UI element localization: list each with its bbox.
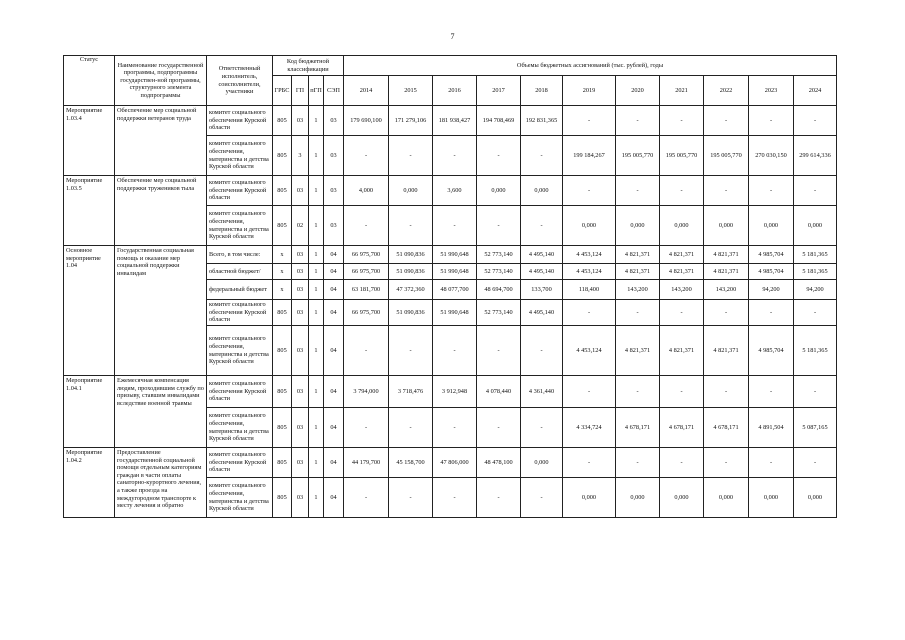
value-cell: 51 090,836 [389, 246, 433, 264]
value-cell: 195 005,770 [704, 136, 749, 176]
value-cell: 4 361,440 [521, 376, 563, 408]
value-cell: 4 821,371 [704, 264, 749, 280]
header-year-cell: 2024 [794, 76, 837, 106]
value-cell: 48 694,700 [477, 280, 521, 300]
header-year-cell: 2022 [704, 76, 749, 106]
value-cell: 47 372,360 [389, 280, 433, 300]
code-cell: 1 [309, 478, 324, 518]
value-cell: 4 821,371 [616, 264, 660, 280]
executor-cell: комитет социального обеспечения, материнства и детства Курской области [207, 136, 273, 176]
code-cell: 1 [309, 448, 324, 478]
executor-cell: комитет социального обеспечения Курской области [207, 448, 273, 478]
status-cell: Мероприятие 1.04.2 [64, 448, 115, 518]
value-cell: 51 090,836 [389, 264, 433, 280]
code-cell: 03 [292, 376, 309, 408]
value-cell: - [616, 376, 660, 408]
value-cell: - [563, 106, 616, 136]
code-cell: 805 [273, 376, 292, 408]
value-cell: 52 773,140 [477, 300, 521, 326]
code-cell: 04 [324, 264, 344, 280]
header-status: Статус [64, 56, 115, 106]
name-cell: Предоставление государственной социальной помощи отдельным категориям граждан в части оплаты санаторно-курортного лечения, а также проезда на междугородном транспорте к месту лечения и обратно [115, 448, 207, 518]
value-cell: 4 334,724 [563, 408, 616, 448]
code-cell: x [273, 280, 292, 300]
value-cell: 3 912,948 [433, 376, 477, 408]
value-cell: - [563, 300, 616, 326]
code-cell: 805 [273, 176, 292, 206]
value-cell: - [563, 376, 616, 408]
code-cell: 04 [324, 478, 344, 518]
value-cell: 0,000 [616, 206, 660, 246]
value-cell: 4 453,124 [563, 246, 616, 264]
value-cell: 66 975,700 [344, 246, 389, 264]
value-cell: - [344, 408, 389, 448]
value-cell: 4 821,371 [704, 246, 749, 264]
value-cell: - [521, 136, 563, 176]
code-cell: 03 [292, 280, 309, 300]
value-cell: 4 985,704 [749, 264, 794, 280]
value-cell: 4,000 [344, 176, 389, 206]
value-cell: 4 678,171 [616, 408, 660, 448]
table-row [64, 106, 837, 136]
value-cell: 4 678,171 [704, 408, 749, 448]
code-cell: 03 [324, 176, 344, 206]
name-cell: Ежемесячная компенсация людям, проходившим службу по призыву, ставшим инвалидами вследствие военной травмы [115, 376, 207, 448]
status-cell: Мероприятие 1.03.4 [64, 106, 115, 176]
code-cell: 03 [292, 448, 309, 478]
value-cell: 48 478,100 [477, 448, 521, 478]
value-cell: 0,000 [660, 206, 704, 246]
value-cell: 45 158,700 [389, 448, 433, 478]
value-cell: 4 891,504 [749, 408, 794, 448]
value-cell: - [344, 206, 389, 246]
header-executor: Ответственный исполнитель, соисполнители, участники [207, 56, 273, 106]
value-cell: 5 181,365 [794, 246, 837, 264]
executor-cell: комитет социального обеспечения Курской области [207, 300, 273, 326]
code-cell: 1 [309, 376, 324, 408]
value-cell: - [477, 206, 521, 246]
value-cell: 0,000 [794, 478, 837, 518]
value-cell: 5 181,365 [794, 326, 837, 376]
header-code-cell: СЭП [324, 76, 344, 106]
value-cell: 0,000 [477, 176, 521, 206]
code-cell: 04 [324, 376, 344, 408]
code-cell: 805 [273, 106, 292, 136]
value-cell: 51 090,836 [389, 300, 433, 326]
value-cell: 0,000 [660, 478, 704, 518]
value-cell: - [389, 206, 433, 246]
value-cell: 0,000 [749, 478, 794, 518]
header-name: Наименование государственной программы, подпрограммы государствен-ной программы, структурного элемента подпрограммы [115, 56, 207, 106]
code-cell: 805 [273, 478, 292, 518]
header-volumes: Объемы бюджетных ассигнований (тыс. рублей), годы [344, 56, 837, 76]
value-cell: - [389, 326, 433, 376]
page-number: 7 [450, 32, 455, 41]
value-cell: 0,000 [794, 206, 837, 246]
code-cell: 03 [324, 106, 344, 136]
code-cell: 1 [309, 246, 324, 264]
value-cell: 192 831,365 [521, 106, 563, 136]
code-cell: 04 [324, 448, 344, 478]
value-cell: - [477, 408, 521, 448]
code-cell: 805 [273, 448, 292, 478]
value-cell: - [616, 106, 660, 136]
value-cell: 66 975,700 [344, 264, 389, 280]
executor-cell: областной бюджет/ [207, 264, 273, 280]
code-cell: 805 [273, 136, 292, 176]
value-cell: 181 938,427 [433, 106, 477, 136]
executor-cell: комитет социального обеспечения Курской области [207, 376, 273, 408]
value-cell: 3 718,476 [389, 376, 433, 408]
code-cell: 03 [292, 408, 309, 448]
header-budget-code: Код бюджетной классификации [273, 56, 344, 76]
value-cell: - [794, 376, 837, 408]
value-cell: - [704, 300, 749, 326]
executor-cell: федеральный бюджет [207, 280, 273, 300]
table-row [64, 246, 837, 264]
value-cell: - [477, 326, 521, 376]
value-cell: 94,200 [794, 280, 837, 300]
name-cell: Обеспечение мер социальной поддержки тружеников тыла [115, 176, 207, 246]
code-cell: 03 [292, 264, 309, 280]
value-cell: 4 495,140 [521, 300, 563, 326]
value-cell: 0,000 [563, 206, 616, 246]
code-cell: x [273, 246, 292, 264]
value-cell: - [660, 106, 704, 136]
value-cell: 0,000 [749, 206, 794, 246]
value-cell: - [477, 478, 521, 518]
value-cell: 4 821,371 [660, 326, 704, 376]
name-cell: Обеспечение мер социальной поддержки ветеранов труда [115, 106, 207, 176]
value-cell: - [794, 448, 837, 478]
header-year-cell: 2018 [521, 76, 563, 106]
value-cell: - [660, 376, 704, 408]
value-cell: 51 990,648 [433, 264, 477, 280]
header-code-cell: ГРБС [273, 76, 292, 106]
status-cell: Мероприятие 1.03.5 [64, 176, 115, 246]
value-cell: - [433, 478, 477, 518]
code-cell: 03 [292, 246, 309, 264]
value-cell: - [521, 408, 563, 448]
value-cell: 4 821,371 [616, 326, 660, 376]
value-cell: - [389, 136, 433, 176]
executor-cell: комитет социального обеспечения, материнства и детства Курской области [207, 326, 273, 376]
value-cell: - [521, 206, 563, 246]
code-cell: x [273, 264, 292, 280]
value-cell: 4 821,371 [616, 246, 660, 264]
value-cell: - [660, 176, 704, 206]
code-cell: 1 [309, 280, 324, 300]
value-cell: 4 821,371 [660, 264, 704, 280]
value-cell: - [433, 408, 477, 448]
value-cell: 51 990,648 [433, 246, 477, 264]
value-cell: - [660, 448, 704, 478]
header-code-cell: ГП [292, 76, 309, 106]
status-cell: Мероприятие 1.04.1 [64, 376, 115, 448]
value-cell: 44 179,700 [344, 448, 389, 478]
code-cell: 1 [309, 300, 324, 326]
value-cell: 299 614,336 [794, 136, 837, 176]
code-cell: 805 [273, 326, 292, 376]
code-cell: 04 [324, 408, 344, 448]
value-cell: - [389, 478, 433, 518]
value-cell: - [794, 106, 837, 136]
value-cell: - [749, 376, 794, 408]
value-cell: 133,700 [521, 280, 563, 300]
value-cell: - [344, 136, 389, 176]
value-cell: 0,000 [704, 478, 749, 518]
value-cell: - [433, 206, 477, 246]
header-year-cell: 2016 [433, 76, 477, 106]
code-cell: 03 [292, 326, 309, 376]
value-cell: 199 184,267 [563, 136, 616, 176]
header-code-cell: пГП [309, 76, 324, 106]
value-cell: 0,000 [389, 176, 433, 206]
value-cell: - [616, 176, 660, 206]
value-cell: - [749, 300, 794, 326]
value-cell: 94,200 [749, 280, 794, 300]
value-cell: 51 990,648 [433, 300, 477, 326]
code-cell: 3 [292, 136, 309, 176]
value-cell: 4 821,371 [660, 246, 704, 264]
value-cell: - [563, 448, 616, 478]
value-cell: 4 453,124 [563, 264, 616, 280]
code-cell: 805 [273, 206, 292, 246]
header-year-cell: 2023 [749, 76, 794, 106]
header-year-cell: 2021 [660, 76, 704, 106]
value-cell: 47 806,000 [433, 448, 477, 478]
value-cell: 4 078,440 [477, 376, 521, 408]
header-year-cell: 2019 [563, 76, 616, 106]
value-cell: 171 279,106 [389, 106, 433, 136]
value-cell: 143,200 [616, 280, 660, 300]
value-cell: 48 077,700 [433, 280, 477, 300]
status-cell: Основное мероприятие 1.04 [64, 246, 115, 376]
value-cell: 5 087,165 [794, 408, 837, 448]
value-cell: - [344, 326, 389, 376]
code-cell: 1 [309, 326, 324, 376]
value-cell: 143,200 [704, 280, 749, 300]
code-cell: 02 [292, 206, 309, 246]
value-cell: 143,200 [660, 280, 704, 300]
value-cell: - [344, 478, 389, 518]
header-year-cell: 2015 [389, 76, 433, 106]
value-cell: - [704, 106, 749, 136]
value-cell: 5 181,365 [794, 264, 837, 280]
value-cell: - [563, 176, 616, 206]
value-cell: - [704, 376, 749, 408]
code-cell: 04 [324, 326, 344, 376]
code-cell: 04 [324, 280, 344, 300]
value-cell: - [477, 136, 521, 176]
value-cell: - [389, 408, 433, 448]
value-cell: 52 773,140 [477, 246, 521, 264]
code-cell: 03 [292, 300, 309, 326]
code-cell: 03 [292, 478, 309, 518]
value-cell: - [704, 448, 749, 478]
value-cell: - [749, 106, 794, 136]
value-cell: 0,000 [704, 206, 749, 246]
value-cell: 195 005,770 [616, 136, 660, 176]
value-cell: 195 005,770 [660, 136, 704, 176]
budget-table [63, 55, 837, 518]
value-cell: 0,000 [521, 448, 563, 478]
code-cell: 805 [273, 300, 292, 326]
value-cell: - [794, 176, 837, 206]
code-cell: 03 [324, 206, 344, 246]
value-cell: 0,000 [616, 478, 660, 518]
code-cell: 1 [309, 206, 324, 246]
value-cell: 4 678,171 [660, 408, 704, 448]
code-cell: 04 [324, 300, 344, 326]
value-cell: 4 495,140 [521, 264, 563, 280]
code-cell: 03 [292, 176, 309, 206]
code-cell: 1 [309, 408, 324, 448]
value-cell: 4 985,704 [749, 326, 794, 376]
header-year-cell: 2014 [344, 76, 389, 106]
value-cell: 63 181,700 [344, 280, 389, 300]
value-cell: 52 773,140 [477, 264, 521, 280]
executor-cell: комитет социального обеспечения, материнства и детства Курской области [207, 478, 273, 518]
executor-cell: комитет социального обеспечения, материнства и детства Курской области [207, 206, 273, 246]
header-year-cell: 2017 [477, 76, 521, 106]
value-cell: 4 985,704 [749, 246, 794, 264]
code-cell: 1 [309, 136, 324, 176]
executor-cell: Всего, в том числе: [207, 246, 273, 264]
value-cell: 4 495,140 [521, 246, 563, 264]
code-cell: 805 [273, 408, 292, 448]
executor-cell: комитет социального обеспечения, материнства и детства Курской области [207, 408, 273, 448]
executor-cell: комитет социального обеспечения Курской области [207, 106, 273, 136]
header-year-cell: 2020 [616, 76, 660, 106]
value-cell: 0,000 [521, 176, 563, 206]
table-row [64, 448, 837, 478]
value-cell: 194 708,469 [477, 106, 521, 136]
value-cell: 66 975,700 [344, 300, 389, 326]
value-cell: - [704, 176, 749, 206]
table-row [64, 176, 837, 206]
executor-cell: комитет социального обеспечения Курской области [207, 176, 273, 206]
code-cell: 1 [309, 106, 324, 136]
value-cell: - [749, 176, 794, 206]
value-cell: - [616, 300, 660, 326]
name-cell: Государственная социальная помощь и оказание мер социальной поддержки инвалидам [115, 246, 207, 376]
code-cell: 1 [309, 264, 324, 280]
value-cell: - [521, 326, 563, 376]
code-cell: 03 [292, 106, 309, 136]
table-row [64, 376, 837, 408]
value-cell: 270 030,150 [749, 136, 794, 176]
value-cell: 179 690,100 [344, 106, 389, 136]
value-cell: 118,400 [563, 280, 616, 300]
code-cell: 04 [324, 246, 344, 264]
value-cell: 4 821,371 [704, 326, 749, 376]
value-cell: 4 453,124 [563, 326, 616, 376]
value-cell: 3,600 [433, 176, 477, 206]
code-cell: 1 [309, 176, 324, 206]
value-cell: - [433, 136, 477, 176]
value-cell: 3 794,000 [344, 376, 389, 408]
value-cell: - [521, 478, 563, 518]
value-cell: 0,000 [563, 478, 616, 518]
value-cell: - [749, 448, 794, 478]
value-cell: - [433, 326, 477, 376]
value-cell: - [616, 448, 660, 478]
code-cell: 03 [324, 136, 344, 176]
value-cell: - [794, 300, 837, 326]
value-cell: - [660, 300, 704, 326]
